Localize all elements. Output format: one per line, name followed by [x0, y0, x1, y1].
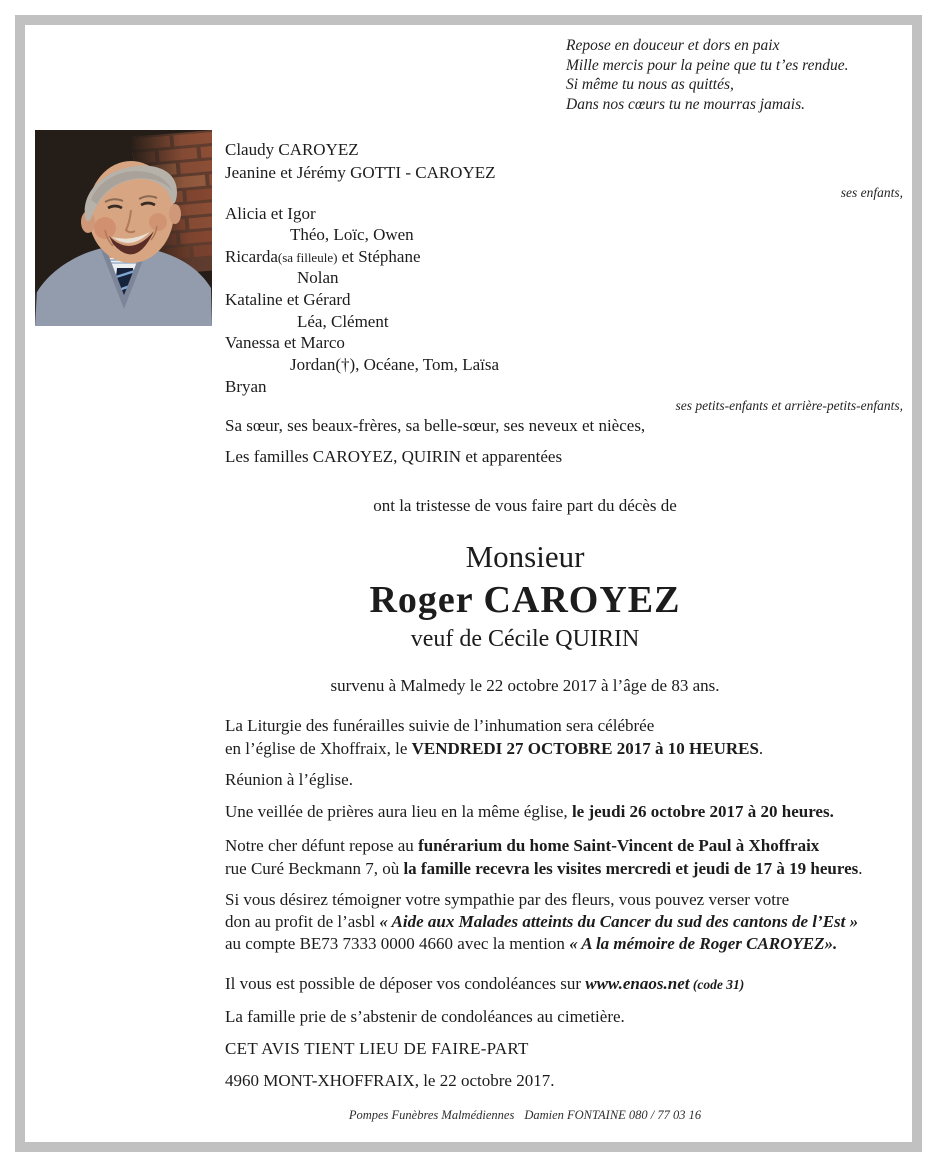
grandchild-name: Ricarda [225, 247, 278, 266]
announcement-intro: ont la tristesse de vous faire part du décès de [373, 496, 677, 515]
grandchild-line: Vanessa et Marco [225, 333, 345, 352]
visits-bold: la famille recevra les visites mercredi et jeudi de 17 à 19 heures [403, 859, 859, 878]
funeral-home-footer [225, 1108, 825, 1123]
funeral-text: La Liturgie des funérailles suivie de l’inhumation sera célébrée [225, 716, 655, 735]
family-child-line: Claudy CAROYEZ [225, 140, 359, 159]
funeral-home-contact: Damien FONTAINE 080 / 77 03 16 [524, 1108, 702, 1122]
quote-line: Repose en douceur et dors en paix [566, 37, 780, 54]
repose-paragraph [225, 834, 907, 880]
widower-line: veuf de Cécile QUIRIN [410, 626, 640, 652]
reunion-line: Réunion à l’église. [225, 770, 353, 789]
repose-text: rue Curé Beckmann 7, où [225, 859, 404, 878]
funeral-home-name: Pompes Funèbres Malmédiennes [348, 1108, 515, 1122]
memorial-quote [566, 36, 896, 114]
website-code-note: (code 31) [689, 977, 745, 992]
charity-name-bold-italic: « Aide aux Malades atteints du Cancer du sud des cantons de l’Est » [379, 912, 859, 931]
funeral-text: en l’église de Xhoffraix, le [225, 739, 412, 758]
condolences-line [225, 972, 907, 996]
funeral-text: . [758, 739, 764, 758]
children-label: ses enfants, [840, 185, 903, 200]
quote-line: Si même tu nous as quittés, [566, 76, 734, 93]
grandchild-line: Alicia et Igor [225, 204, 316, 223]
grandchildren-label: ses petits-enfants et arrière-petits-enfants, [675, 398, 903, 413]
repose-text: Notre cher défunt repose au [225, 836, 419, 855]
portrait-photo [35, 130, 212, 326]
quote-line: Dans nos cœurs tu ne mourras jamais. [566, 95, 805, 113]
condolences-text: Il vous est possible de déposer vos condoléances sur [225, 974, 586, 993]
donation-text: au compte BE73 7333 0000 4660 avec la mention [225, 934, 570, 953]
civility-title: Monsieur [465, 539, 585, 574]
death-date-line: survenu à Malmedy le 22 octobre 2017 à l’âge de 83 ans. [330, 676, 720, 695]
vigil-text: Une veillée de prières aura lieu en la même église, [225, 802, 572, 821]
grandchild-line: Kataline et Gérard [225, 290, 351, 309]
goddaughter-note: (sa filleule) [277, 250, 338, 265]
deceased-name: Roger CAROYEZ [369, 579, 681, 621]
great-grandchildren-line: Léa, Clément [297, 312, 389, 331]
grandchild-line [225, 246, 903, 268]
memory-mention-bold-italic: « A la mémoire de Roger CAROYEZ». [569, 934, 838, 953]
donation-text: Si vous désirez témoigner votre sympathie par des fleurs, vous pouvez verser votre [225, 890, 790, 909]
donation-paragraph [225, 889, 907, 955]
families-line: Les familles CAROYEZ, QUIRIN et apparentées [225, 447, 563, 466]
quote-line: Mille mercis pour la peine que tu t’es rendue. [566, 56, 849, 74]
great-grandchildren-line: Théo, Loïc, Owen [290, 225, 414, 244]
great-grandchildren-line: Nolan [297, 268, 339, 287]
vigil-date-bold: le jeudi 26 octobre 2017 à 20 heures. [571, 802, 834, 821]
great-grandchildren-line: Jordan(†), Océane, Tom, Laïsa [290, 355, 500, 374]
notice-line: CET AVIS TIENT LIEU DE FAIRE-PART [225, 1039, 529, 1058]
website-bold-italic: www.enaos.net [585, 974, 690, 993]
relatives-line: Sa sœur, ses beaux-frères, sa belle-sœur, ses neveux et nièces, [225, 416, 646, 435]
cemetery-line: La famille prie de s’abstenir de condoléances au cimetière. [225, 1007, 625, 1026]
funerarium-bold: funérarium du home Saint-Vincent de Paul à Xhoffraix [418, 836, 820, 855]
funeral-date-bold: VENDREDI 27 OCTOBRE 2017 à 10 HEURES [411, 739, 759, 758]
repose-text: . [858, 859, 863, 878]
vigil-line [225, 800, 907, 823]
donation-text: don au profit de l’asbl [225, 912, 380, 931]
family-child-line: Jeanine et Jérémy GOTTI - CAROYEZ [225, 163, 496, 182]
funeral-paragraph [225, 714, 907, 760]
grandchild-line: Bryan [225, 377, 267, 396]
city-date-line: 4960 MONT-XHOFFRAIX, le 22 octobre 2017. [225, 1071, 555, 1090]
grandchild-name-rest: et Stéphane [337, 247, 421, 266]
